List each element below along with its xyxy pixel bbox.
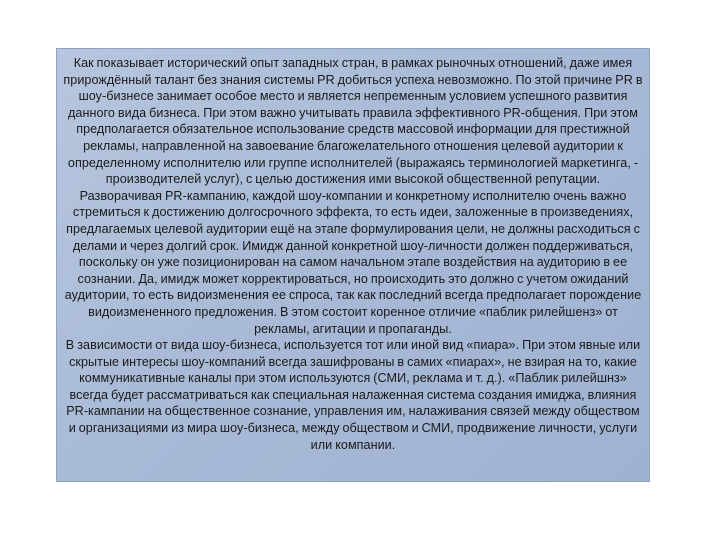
text-box <box>56 48 650 482</box>
paragraph-3: В зависимости от вида шоу-бизнеса, используется тот или иной вид «пиара». При этом явные или скрытые интересы шоу-компаний всегда зашифрованы в самих «пиарах», не взирая на то, какие коммуникативные каналы при этом используются (СМИ, реклама и т. д.). «Паблик рилейшнз» всегда будет рассматриваться как специальная налаженная система создания имиджа, влияния PR-кампании на общественное сознание, управления им, налаживания связей между обществом и организациями из мира шоу-бизнеса, между обществом и СМИ, продвижение личности, услуги или компании. <box>65 338 641 452</box>
paragraph-1: Как показывает исторический опыт западных стран, в рамках рыночных отношений, даже имея прирождённый талант без знания системы PR добиться успеха невозможно. По этой причине PR в шоу-бизнесе занимает особое место и является непременным условием успешного развития данного вида бизнеса. При этом важно учитывать правила эффективного PR-общения. При этом предполагается обязательное использование средств массовой информации для престижной рекламы, направленной на завоевание благожелательного отношения целевой аудитории к определенному исполнителю или группе исполнителей (выражаясь терминологией маркетинга, - производителей услуг), с целью достижения ими высокой общественной репутации. <box>63 56 643 187</box>
paragraph-2: Разворачивая PR-кампанию, каждой шоу-компании и конкретному исполнителю очень важно стремиться к достижению долгосрочного эффекта, то есть идеи, заложенные в произведениях, предлагаемых целевой аудитории ещё на этапе формулирования цели, не должны расходиться с делами и через долгий срок. Имидж данной конкретной шоу-личности должен поддерживаться, поскольку он уже позиционирован на самом начальном этапе воздействия на аудиторию в ее сознании. Да, имидж может корректироваться, но происходить это должно с учетом ожиданий аудитории, то есть видоизменения ее спроса, так как последний всегда предполагает порождение видоизмененного предложения. В этом состоит коренное отличие «паблик рилейшенз» от рекламы, агитации и пропаганды. <box>64 188 642 336</box>
